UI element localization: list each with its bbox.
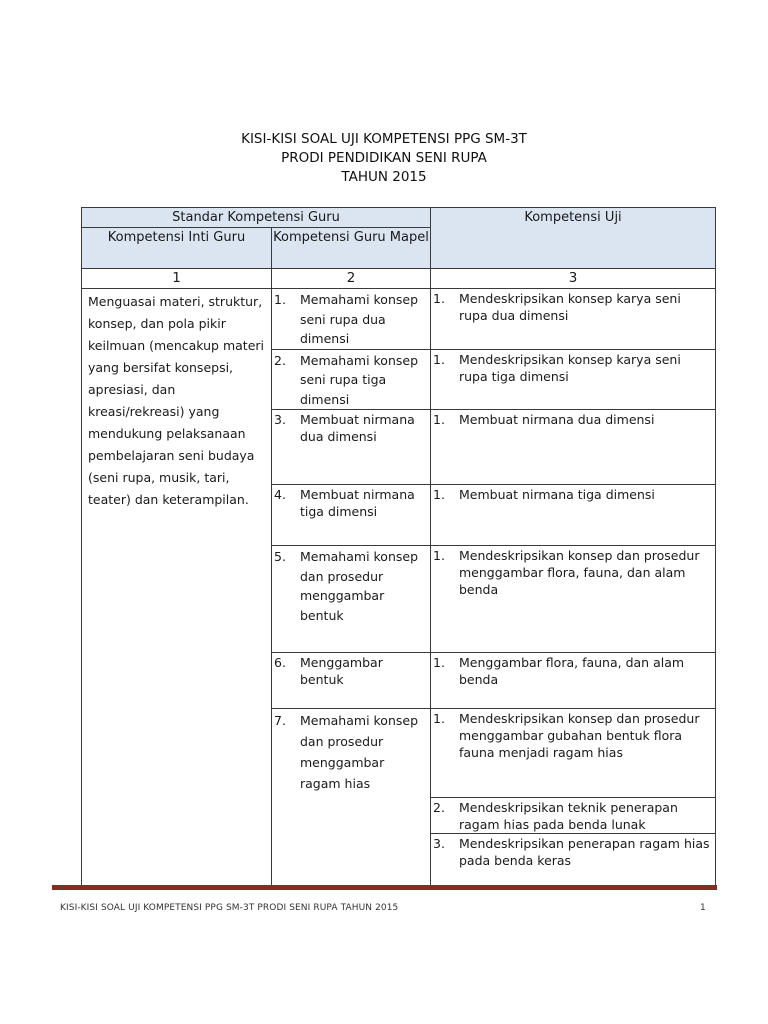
mapel-number: 7.	[274, 713, 286, 728]
uji-cell	[431, 834, 716, 886]
uji-cell	[431, 289, 716, 350]
uji-cell	[431, 798, 716, 834]
document-title	[0, 130, 768, 187]
mapel-text: Membuat nirmana tiga dimensi	[300, 487, 415, 519]
mapel-number: 6.	[274, 655, 286, 670]
uji-number: 2.	[433, 800, 445, 815]
mapel-number: 2.	[274, 352, 286, 368]
mapel-cell	[272, 653, 431, 709]
uji-number: 3.	[433, 836, 445, 851]
title-line-3: TAHUN 2015	[341, 169, 427, 185]
uji-text: Menggambar flora, fauna, dan alam benda	[459, 655, 685, 687]
mapel-text: Memahami konsep dan prosedur menggambar ragam hias	[300, 713, 419, 791]
uji-text: Mendeskripsikan konsep karya seni rupa dua dimensi	[459, 291, 681, 323]
uji-number: 1.	[433, 548, 445, 563]
mapel-text: Membuat nirmana dua dimensi	[300, 412, 415, 444]
uji-text: Mendeskripsikan konsep karya seni rupa tiga dimensi	[459, 351, 681, 384]
uji-text: Mendeskripsikan konsep dan prosedur menggambar flora, fauna, dan alam benda	[459, 548, 700, 597]
title-line-1: KISI-KISI SOAL UJI KOMPETENSI PPG SM-3T	[241, 131, 527, 147]
uji-number: 1.	[433, 711, 445, 726]
kompetensi-inti-text: Menguasai materi, struktur, konsep, dan pola pikir keilmuan (mencakup materi yang bersifat konsepsi, apresiasi, dan kreasi/rekreasi) yang mendukung pelaksanaan pembelajaran seni budaya (seni rupa, musik, tari, teater) dan keterampilan.	[82, 289, 272, 886]
mapel-cell	[272, 289, 431, 350]
footer-text: KISI-KISI SOAL UJI KOMPETENSI PPG SM-3T PRODI SENI RUPA TAHUN 2015	[60, 903, 399, 913]
title-line-2: PRODI PENDIDIKAN SENI RUPA	[281, 150, 487, 166]
uji-number: 1.	[433, 351, 445, 367]
col-number-1: 1	[82, 269, 272, 289]
page-number: 1	[700, 903, 706, 913]
mapel-number: 5.	[274, 549, 286, 564]
mapel-cell	[272, 546, 431, 653]
uji-cell	[431, 410, 716, 485]
header-standar: Standar Kompetensi Guru	[82, 208, 431, 228]
mapel-cell	[272, 349, 431, 410]
col-number-2: 2	[272, 269, 431, 289]
kisi-kisi-table	[81, 207, 716, 886]
uji-cell	[431, 349, 716, 410]
header-inti: Kompetensi Inti Guru	[82, 228, 272, 269]
mapel-cell	[272, 709, 431, 886]
uji-cell	[431, 709, 716, 798]
mapel-cell	[272, 410, 431, 485]
uji-text: Mendeskripsikan penerapan ragam hias pada benda keras	[459, 836, 710, 868]
mapel-text: Memahami konsep seni rupa tiga dimensi	[300, 352, 419, 407]
mapel-text: Menggambar bentuk	[300, 655, 383, 687]
uji-number: 1.	[433, 487, 445, 502]
uji-cell	[431, 653, 716, 709]
uji-number: 1.	[433, 291, 445, 306]
header-kompetensi-uji: Kompetensi Uji	[431, 208, 716, 269]
uji-text: Mendeskripsikan teknik penerapan ragam hias pada benda lunak	[459, 800, 678, 832]
uji-text: Membuat nirmana tiga dimensi	[459, 487, 655, 502]
mapel-number: 4.	[274, 487, 286, 502]
uji-text: Membuat nirmana dua dimensi	[459, 412, 655, 427]
mapel-text: Memahami konsep dan prosedur menggambar bentuk	[300, 549, 419, 623]
col-number-3: 3	[431, 269, 716, 289]
mapel-number: 3.	[274, 412, 286, 427]
mapel-number: 1.	[274, 292, 286, 307]
uji-number: 1.	[433, 412, 445, 427]
mapel-cell	[272, 485, 431, 546]
uji-cell	[431, 485, 716, 546]
header-mapel: Kompetensi Guru Mapel	[272, 228, 431, 269]
uji-number: 1.	[433, 655, 445, 670]
mapel-text: Memahami konsep seni rupa dua dimensi	[300, 292, 419, 346]
uji-cell	[431, 546, 716, 653]
uji-text: Mendeskripsikan konsep dan prosedur menggambar gubahan bentuk flora fauna menjadi ragam hias	[459, 711, 700, 760]
footer-divider	[52, 885, 717, 890]
